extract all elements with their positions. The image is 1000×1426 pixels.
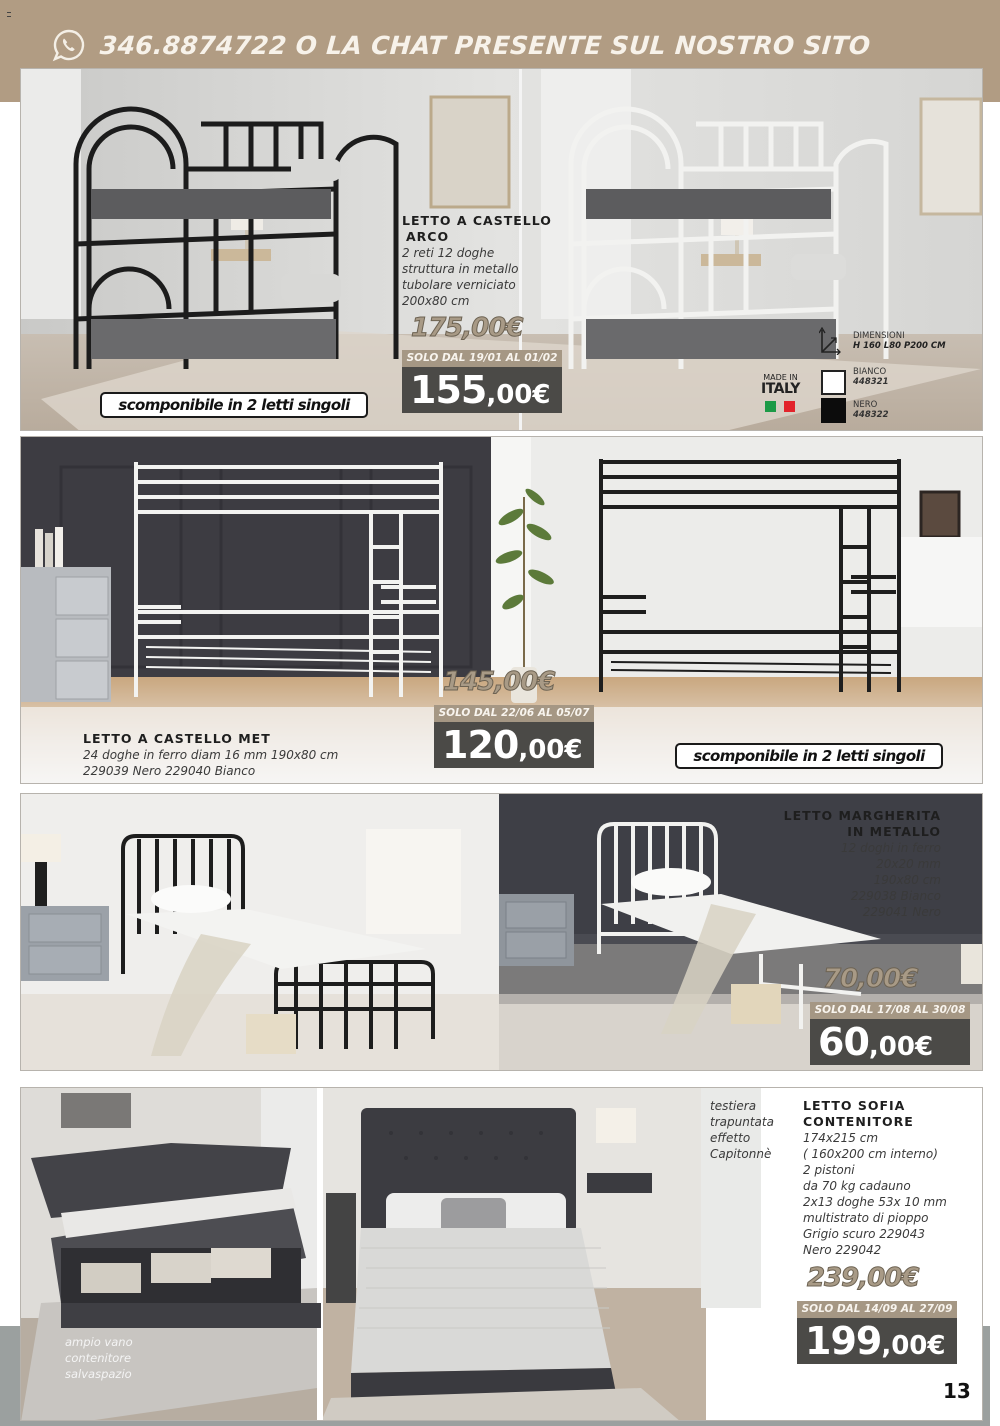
price-decimal: ,00€ bbox=[518, 735, 583, 765]
promo-period: SOLO DAL 22/06 AL 05/07 bbox=[434, 705, 594, 722]
product-description bbox=[402, 213, 552, 309]
product-title: LETTO A CASTELLO MET bbox=[83, 731, 271, 746]
contact-banner[interactable] bbox=[52, 28, 870, 62]
price-integer: 60 bbox=[818, 1020, 869, 1064]
product-description bbox=[781, 808, 941, 920]
caption-line: effetto bbox=[710, 1131, 751, 1145]
variant-white bbox=[853, 367, 889, 387]
price-decimal: ,00€ bbox=[881, 1331, 946, 1361]
promo-period: SOLO DAL 17/08 AL 30/08 bbox=[810, 1002, 970, 1019]
detail-line: 20x20 mm bbox=[876, 857, 941, 871]
made-in-italy-label bbox=[761, 373, 800, 416]
detail-line: 2x13 doghe 53x 10 mm bbox=[803, 1195, 947, 1209]
detail-line: Grigio scuro 229043 bbox=[803, 1227, 926, 1241]
old-price: 145,00€ bbox=[443, 667, 555, 697]
caption-line: testiera bbox=[710, 1099, 757, 1113]
detail-line: 229039 Nero 229040 Bianco bbox=[83, 764, 256, 778]
detail-line: 229041 Nero bbox=[862, 905, 941, 919]
product-panel-letto-sofia bbox=[20, 1087, 983, 1421]
caption-line: contenitore bbox=[65, 1351, 132, 1365]
detail-line: da 70 kg cadauno bbox=[803, 1179, 911, 1193]
product-title: LETTO MARGHERITA bbox=[783, 808, 941, 823]
made-in-text: MADE IN bbox=[763, 373, 798, 382]
variant-color-name: NERO bbox=[853, 400, 878, 410]
detail-line: Nero 229042 bbox=[803, 1243, 882, 1257]
price-decimal: ,00€ bbox=[486, 380, 551, 410]
italy-flag-red-icon bbox=[784, 401, 795, 412]
color-swatch-white[interactable] bbox=[821, 370, 846, 395]
caption-line: salvaspazio bbox=[65, 1367, 132, 1381]
dimensions-label: DIMENSIONI bbox=[853, 331, 905, 341]
dimensions-info bbox=[853, 331, 983, 351]
detail-line: struttura in metallo bbox=[402, 262, 519, 276]
price-integer: 199 bbox=[805, 1319, 882, 1363]
product-title-line2: CONTENITORE bbox=[803, 1114, 914, 1129]
whatsapp-icon bbox=[52, 28, 86, 62]
detail-line: 2 pistoni bbox=[803, 1163, 855, 1177]
caption-line: Capitonnè bbox=[710, 1147, 772, 1161]
page-number: 13 bbox=[943, 1379, 971, 1403]
detail-line: 190x80 cm bbox=[873, 873, 941, 887]
promo-price bbox=[810, 1019, 970, 1065]
detail-line: ( 160x200 cm interno) bbox=[803, 1147, 938, 1161]
price-integer: 155 bbox=[410, 368, 487, 412]
price-integer: 120 bbox=[442, 723, 519, 767]
variant-code: 448322 bbox=[853, 410, 889, 420]
promo-period: SOLO DAL 19/01 AL 01/02 bbox=[402, 350, 562, 367]
italy-text: ITALY bbox=[761, 381, 800, 397]
detail-line: 229038 Bianco bbox=[850, 889, 941, 903]
detail-line: tubolare verniciato bbox=[402, 278, 516, 292]
product-title: LETTO A CASTELLO bbox=[402, 213, 552, 228]
split-badge: scomponibile in 2 letti singoli bbox=[100, 392, 368, 418]
promo-price bbox=[797, 1318, 957, 1364]
italy-flag-green-icon bbox=[765, 401, 776, 412]
caption-line: ampio vano bbox=[65, 1335, 133, 1349]
variant-code: 448321 bbox=[853, 377, 889, 387]
product-panel-letto-castello-arco bbox=[20, 68, 983, 431]
detail-line: 200x80 cm bbox=[402, 294, 470, 308]
variant-black bbox=[853, 400, 889, 420]
color-swatch-black[interactable] bbox=[821, 398, 846, 423]
bottom-band-edge bbox=[990, 1326, 1000, 1426]
detail-line: 174x215 cm bbox=[803, 1131, 879, 1145]
headboard-caption bbox=[710, 1098, 790, 1162]
detail-line: multistrato di pioppo bbox=[803, 1211, 929, 1225]
product-description bbox=[83, 731, 383, 779]
product-title-line2: ARCO bbox=[406, 229, 450, 244]
product-description bbox=[803, 1098, 983, 1258]
variant-color-name: BIANCO bbox=[853, 367, 887, 377]
promo-price bbox=[402, 367, 562, 413]
product-panel-letto-margherita bbox=[20, 793, 983, 1071]
product-panel-letto-castello-met bbox=[20, 436, 983, 784]
dimensions-arrows-icon bbox=[819, 327, 841, 355]
split-badge: scomponibile in 2 letti singoli bbox=[675, 743, 943, 769]
caption-line: trapuntata bbox=[710, 1115, 774, 1129]
dimensions-value: H 160 L80 P200 CM bbox=[853, 341, 946, 351]
storage-caption bbox=[65, 1334, 133, 1382]
old-price: 70,00€ bbox=[823, 964, 918, 994]
detail-line: 12 doghi in ferro bbox=[841, 841, 941, 855]
price-decimal: ,00€ bbox=[868, 1032, 934, 1062]
promo-period: SOLO DAL 14/09 AL 27/09 bbox=[797, 1301, 957, 1318]
promo-price bbox=[434, 722, 594, 768]
contact-text: 346.8874722 O LA CHAT PRESENTE SUL NOSTRO SITO bbox=[98, 30, 872, 60]
detail-line: 24 doghe in ferro diam 16 mm 190x80 cm bbox=[83, 748, 339, 762]
corner-mark bbox=[7, 12, 11, 17]
product-title-line2: IN METALLO bbox=[847, 824, 941, 839]
product-title: LETTO SOFIA bbox=[803, 1098, 906, 1113]
old-price: 239,00€ bbox=[807, 1263, 919, 1293]
old-price: 175,00€ bbox=[411, 313, 523, 343]
detail-line: 2 reti 12 doghe bbox=[402, 246, 495, 260]
